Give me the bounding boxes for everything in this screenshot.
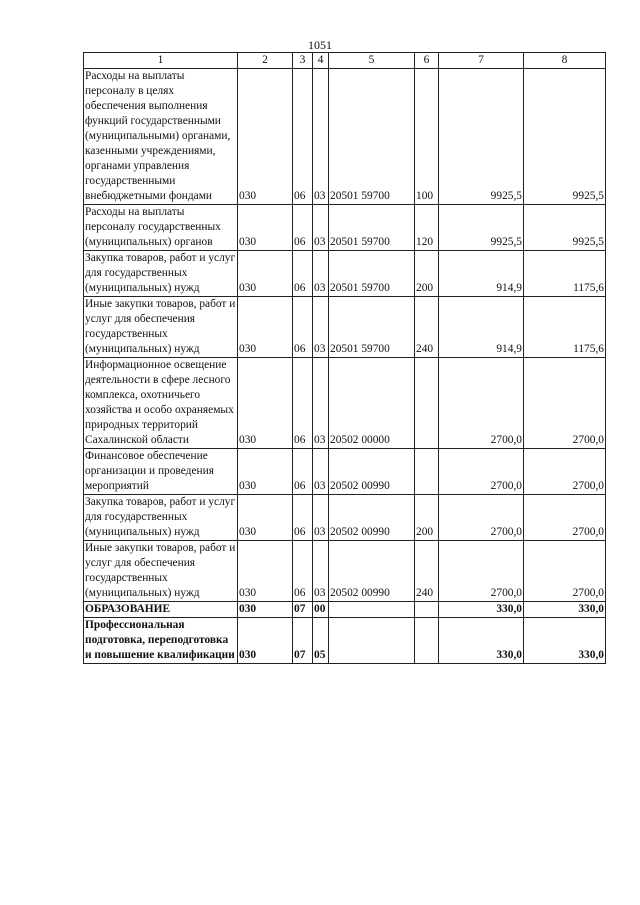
header-cell: 6: [415, 53, 439, 69]
row-section-cell: 06: [293, 297, 313, 358]
header-cell: 8: [524, 53, 606, 69]
row-code-cell: 030: [238, 205, 293, 251]
table-row: [84, 618, 606, 664]
table-row: [84, 358, 606, 449]
row-amount-cell: 2700,0: [524, 541, 606, 602]
table-row: [84, 297, 606, 358]
row-name-cell: Расходы на выплаты персоналу в целях обеспечения выполнения функций государственными (муниципальными) органами, казенными учреждениями, органами управления государственными внебюджетными фондами: [84, 69, 238, 205]
row-amount-cell: 2700,0: [439, 358, 524, 449]
row-target-article-cell: [329, 602, 415, 618]
row-amount-cell: 2700,0: [524, 449, 606, 495]
row-expense-type-cell: [415, 618, 439, 664]
row-code-cell: 030: [238, 618, 293, 664]
row-amount-cell: 1175,6: [524, 251, 606, 297]
row-amount-cell: 9925,5: [524, 205, 606, 251]
row-amount-cell: 330,0: [524, 618, 606, 664]
header-cell: 4: [313, 53, 329, 69]
row-subsection-cell: 05: [313, 618, 329, 664]
row-section-cell: 06: [293, 495, 313, 541]
table-row: [84, 251, 606, 297]
row-subsection-cell: 03: [313, 495, 329, 541]
row-subsection-cell: 03: [313, 69, 329, 205]
row-expense-type-cell: 240: [415, 541, 439, 602]
budget-table: [83, 52, 606, 664]
row-subsection-cell: 03: [313, 541, 329, 602]
table-row: [84, 541, 606, 602]
row-name-cell: Финансовое обеспечение организации и проведения мероприятий: [84, 449, 238, 495]
row-amount-cell: 330,0: [439, 602, 524, 618]
row-amount-cell: 2700,0: [439, 449, 524, 495]
row-target-article-cell: 20502 00990: [329, 449, 415, 495]
header-cell: 7: [439, 53, 524, 69]
table-row: [84, 449, 606, 495]
row-amount-cell: 9925,5: [439, 205, 524, 251]
row-expense-type-cell: [415, 449, 439, 495]
page-number: 1051: [308, 38, 332, 52]
row-section-cell: 06: [293, 358, 313, 449]
row-name-cell: Закупка товаров, работ и услуг для государственных (муниципальных) нужд: [84, 495, 238, 541]
row-amount-cell: 914,9: [439, 251, 524, 297]
row-name-cell: Закупка товаров, работ и услуг для государственных (муниципальных) нужд: [84, 251, 238, 297]
row-expense-type-cell: 200: [415, 251, 439, 297]
row-amount-cell: 330,0: [439, 618, 524, 664]
header-cell: 2: [238, 53, 293, 69]
row-code-cell: 030: [238, 541, 293, 602]
row-section-cell: 06: [293, 69, 313, 205]
row-section-cell: 06: [293, 541, 313, 602]
table-row: [84, 602, 606, 618]
row-expense-type-cell: 200: [415, 495, 439, 541]
row-amount-cell: 9925,5: [524, 69, 606, 205]
row-target-article-cell: 20501 59700: [329, 205, 415, 251]
row-amount-cell: 330,0: [524, 602, 606, 618]
row-target-article-cell: 20501 59700: [329, 297, 415, 358]
header-cell: 5: [329, 53, 415, 69]
row-section-cell: 06: [293, 205, 313, 251]
row-amount-cell: 2700,0: [524, 358, 606, 449]
row-subsection-cell: 03: [313, 205, 329, 251]
row-amount-cell: 2700,0: [439, 541, 524, 602]
row-code-cell: 030: [238, 358, 293, 449]
row-code-cell: 030: [238, 495, 293, 541]
row-subsection-cell: 03: [313, 358, 329, 449]
row-target-article-cell: 20502 00990: [329, 495, 415, 541]
table-row: [84, 205, 606, 251]
row-expense-type-cell: [415, 602, 439, 618]
row-expense-type-cell: 100: [415, 69, 439, 205]
row-subsection-cell: 03: [313, 449, 329, 495]
row-section-cell: 06: [293, 449, 313, 495]
row-section-cell: 06: [293, 251, 313, 297]
row-code-cell: 030: [238, 251, 293, 297]
row-code-cell: 030: [238, 602, 293, 618]
row-target-article-cell: 20501 59700: [329, 251, 415, 297]
row-code-cell: 030: [238, 69, 293, 205]
row-code-cell: 030: [238, 449, 293, 495]
row-expense-type-cell: 240: [415, 297, 439, 358]
row-section-cell: 07: [293, 602, 313, 618]
row-section-cell: 07: [293, 618, 313, 664]
row-subsection-cell: 03: [313, 297, 329, 358]
row-subsection-cell: 03: [313, 251, 329, 297]
row-subsection-cell: 00: [313, 602, 329, 618]
row-name-cell: ОБРАЗОВАНИЕ: [84, 602, 238, 618]
row-name-cell: Расходы на выплаты персоналу государственных (муниципальных) органов: [84, 205, 238, 251]
row-amount-cell: 2700,0: [524, 495, 606, 541]
row-expense-type-cell: [415, 358, 439, 449]
table-header-row: [84, 53, 606, 69]
row-code-cell: 030: [238, 297, 293, 358]
row-name-cell: Иные закупки товаров, работ и услуг для обеспечения государственных (муниципальных) нужд: [84, 541, 238, 602]
row-target-article-cell: 20501 59700: [329, 69, 415, 205]
row-expense-type-cell: 120: [415, 205, 439, 251]
row-amount-cell: 914,9: [439, 297, 524, 358]
row-name-cell: Иные закупки товаров, работ и услуг для обеспечения государственных (муниципальных) нужд: [84, 297, 238, 358]
row-target-article-cell: 20502 00990: [329, 541, 415, 602]
row-target-article-cell: [329, 618, 415, 664]
header-cell: 1: [84, 53, 238, 69]
header-cell: 3: [293, 53, 313, 69]
table-row: [84, 495, 606, 541]
row-amount-cell: 9925,5: [439, 69, 524, 205]
row-amount-cell: 2700,0: [439, 495, 524, 541]
row-name-cell: Профессиональная подготовка, переподготовка и повышение квалификации: [84, 618, 238, 664]
row-amount-cell: 1175,6: [524, 297, 606, 358]
row-target-article-cell: 20502 00000: [329, 358, 415, 449]
table-row: [84, 69, 606, 205]
row-name-cell: Информационное освещение деятельности в сфере лесного комплекса, охотничьего хозяйства и особо охраняемых природных территорий Сахалинской области: [84, 358, 238, 449]
